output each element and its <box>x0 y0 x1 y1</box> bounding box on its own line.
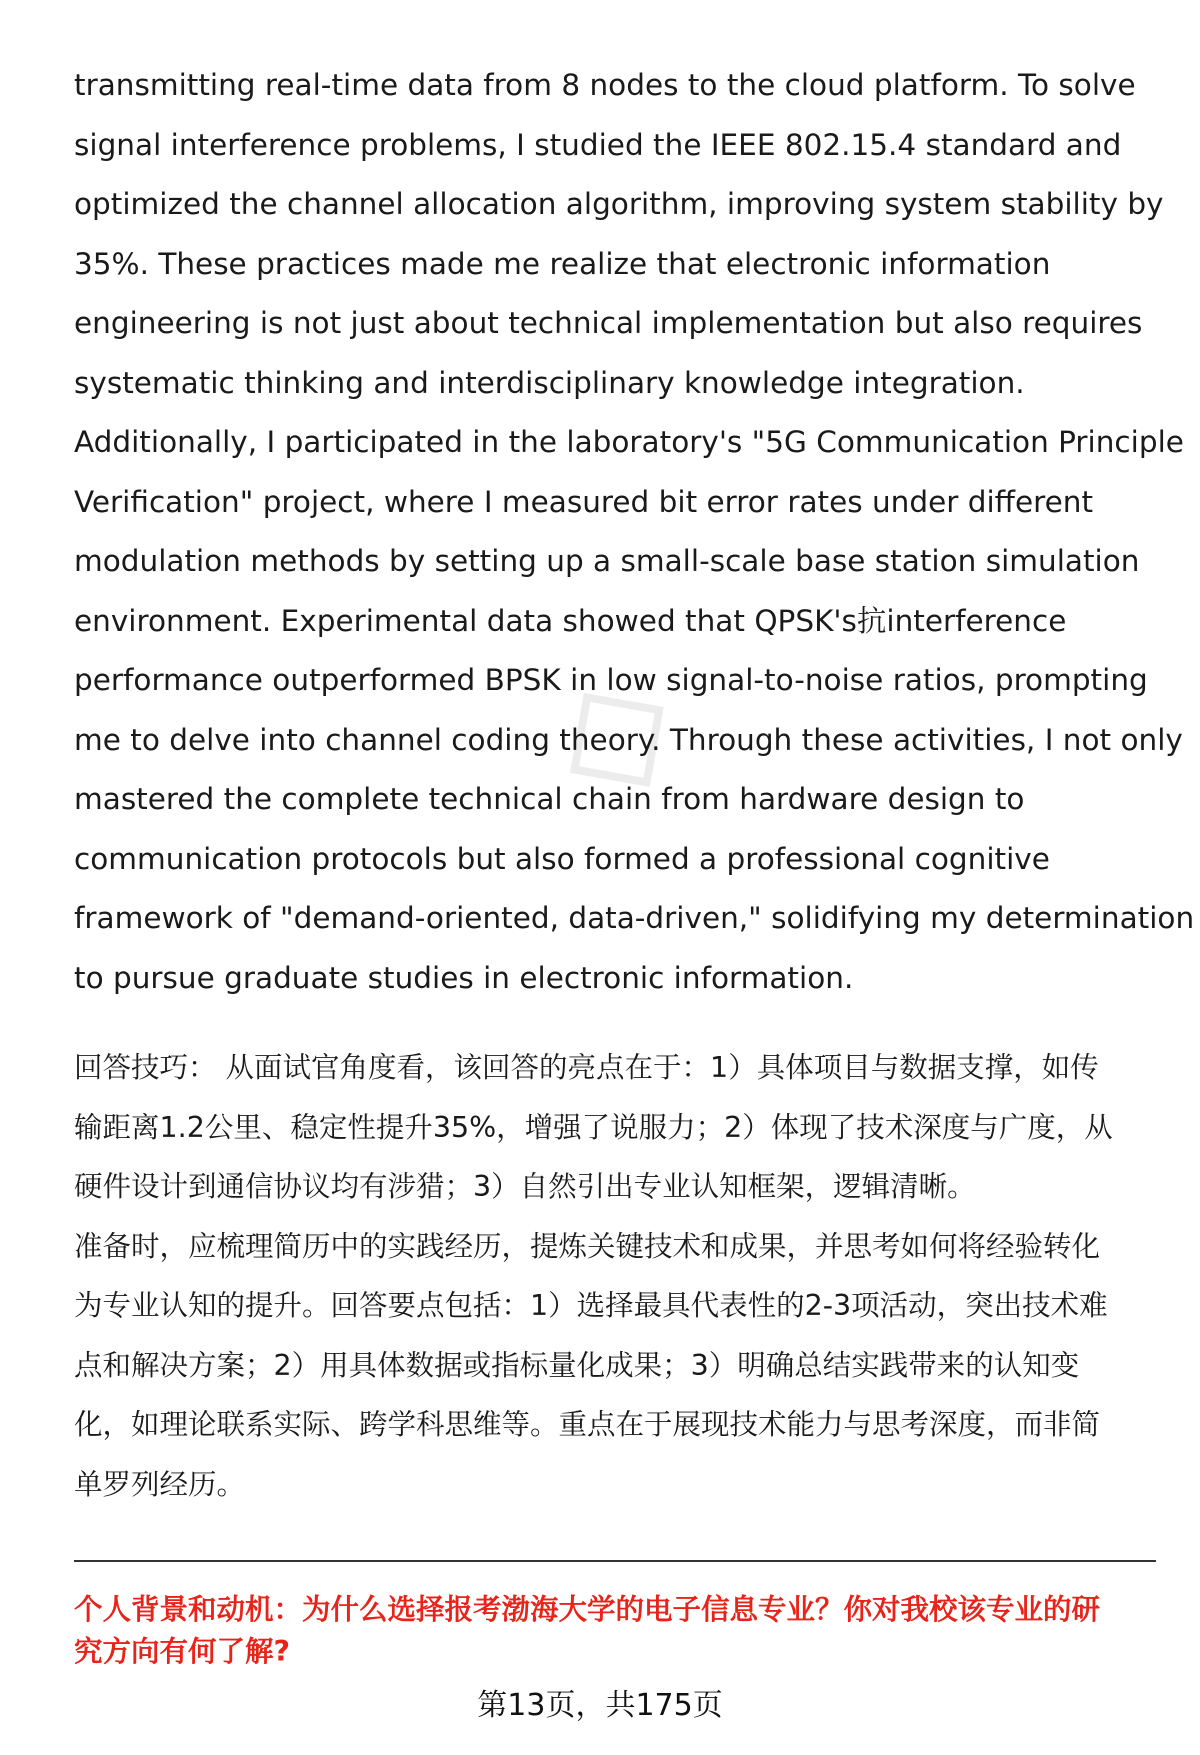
tips-line: 为专业认知的提升。回答要点包括：1）选择最具代表性的2-3项活动，突出技术难 <box>74 1289 1108 1322</box>
page-number: 第13页，共175页 <box>477 1688 723 1723</box>
text-line: framework of "demand-oriented, data-driven," solidifying my determination <box>74 901 1195 935</box>
text-line: me to delve into channel coding theory. Through these activities, I not only <box>74 722 1183 757</box>
answer-paragraph <box>74 56 1195 1008</box>
question-line: 个人背景和动机：为什么选择报考渤海大学的电子信息专业？你对我校该专业的研 <box>74 1593 1101 1626</box>
text-line: optimized the channel allocation algorithm, improving system stability by <box>74 187 1164 221</box>
text-line: communication protocols but also formed a professional cognitive <box>74 841 1050 876</box>
text-line: performance outperformed BPSK in low signal-to-noise ratios, prompting <box>74 663 1148 697</box>
text-line: 35%. These practices made me realize that electronic information <box>74 246 1051 281</box>
text-line: Additionally, I participated in the laboratory's "5G Communication Principle <box>74 425 1184 459</box>
text-line: to pursue graduate studies in electronic information. <box>74 960 854 995</box>
tips-line: 准备时，应梳理简历中的实践经历，提炼关键技术和成果，并思考如何将经验转化 <box>74 1229 1101 1263</box>
tips-line: 点和解决方案；2）用具体数据或指标量化成果；3）明确总结实践带来的认知变 <box>74 1348 1080 1382</box>
text-line: systematic thinking and interdisciplinary knowledge integration. <box>74 365 1025 400</box>
tips-line: 硬件设计到通信协议均有涉猎；3）自然引出专业认知框架，逻辑清晰。 <box>74 1170 976 1203</box>
text-line: engineering is not just about technical implementation but also requires <box>74 306 1143 340</box>
tips-line: 回答技巧： 从面试官角度看，该回答的亮点在于：1）具体项目与数据支撑，如传 <box>74 1051 1099 1084</box>
text-line: mastered the complete technical chain from hardware design to <box>74 782 1025 816</box>
page-content <box>74 56 1195 1514</box>
tips-line: 化，如理论联系实际、跨学科思维等。重点在于展现技术能力与思考深度，而非简 <box>74 1408 1101 1441</box>
text-line: modulation methods by setting up a small-scale base station simulation <box>74 544 1140 578</box>
question-heading <box>74 1589 1164 1673</box>
tips-line: 单罗列经历。 <box>74 1467 246 1501</box>
text-line: environment. Experimental data showed that QPSK's抗interference <box>74 603 1067 638</box>
watermark: ◇ <box>512 625 708 835</box>
answer-tips <box>74 1038 1164 1514</box>
question-line: 究方向有何了解? <box>74 1635 291 1668</box>
text-line: signal interference problems, I studied the IEEE 802.15.4 standard and <box>74 127 1122 162</box>
text-line: transmitting real-time data from 8 nodes to the cloud platform. To solve <box>74 68 1136 102</box>
text-line: Verification" project, where I measured bit error rates under different <box>74 484 1094 519</box>
tips-line: 输距离1.2公里、稳定性提升35%，增强了说服力；2）体现了技术深度与广度，从 <box>74 1110 1113 1144</box>
section-divider <box>74 1560 1156 1562</box>
